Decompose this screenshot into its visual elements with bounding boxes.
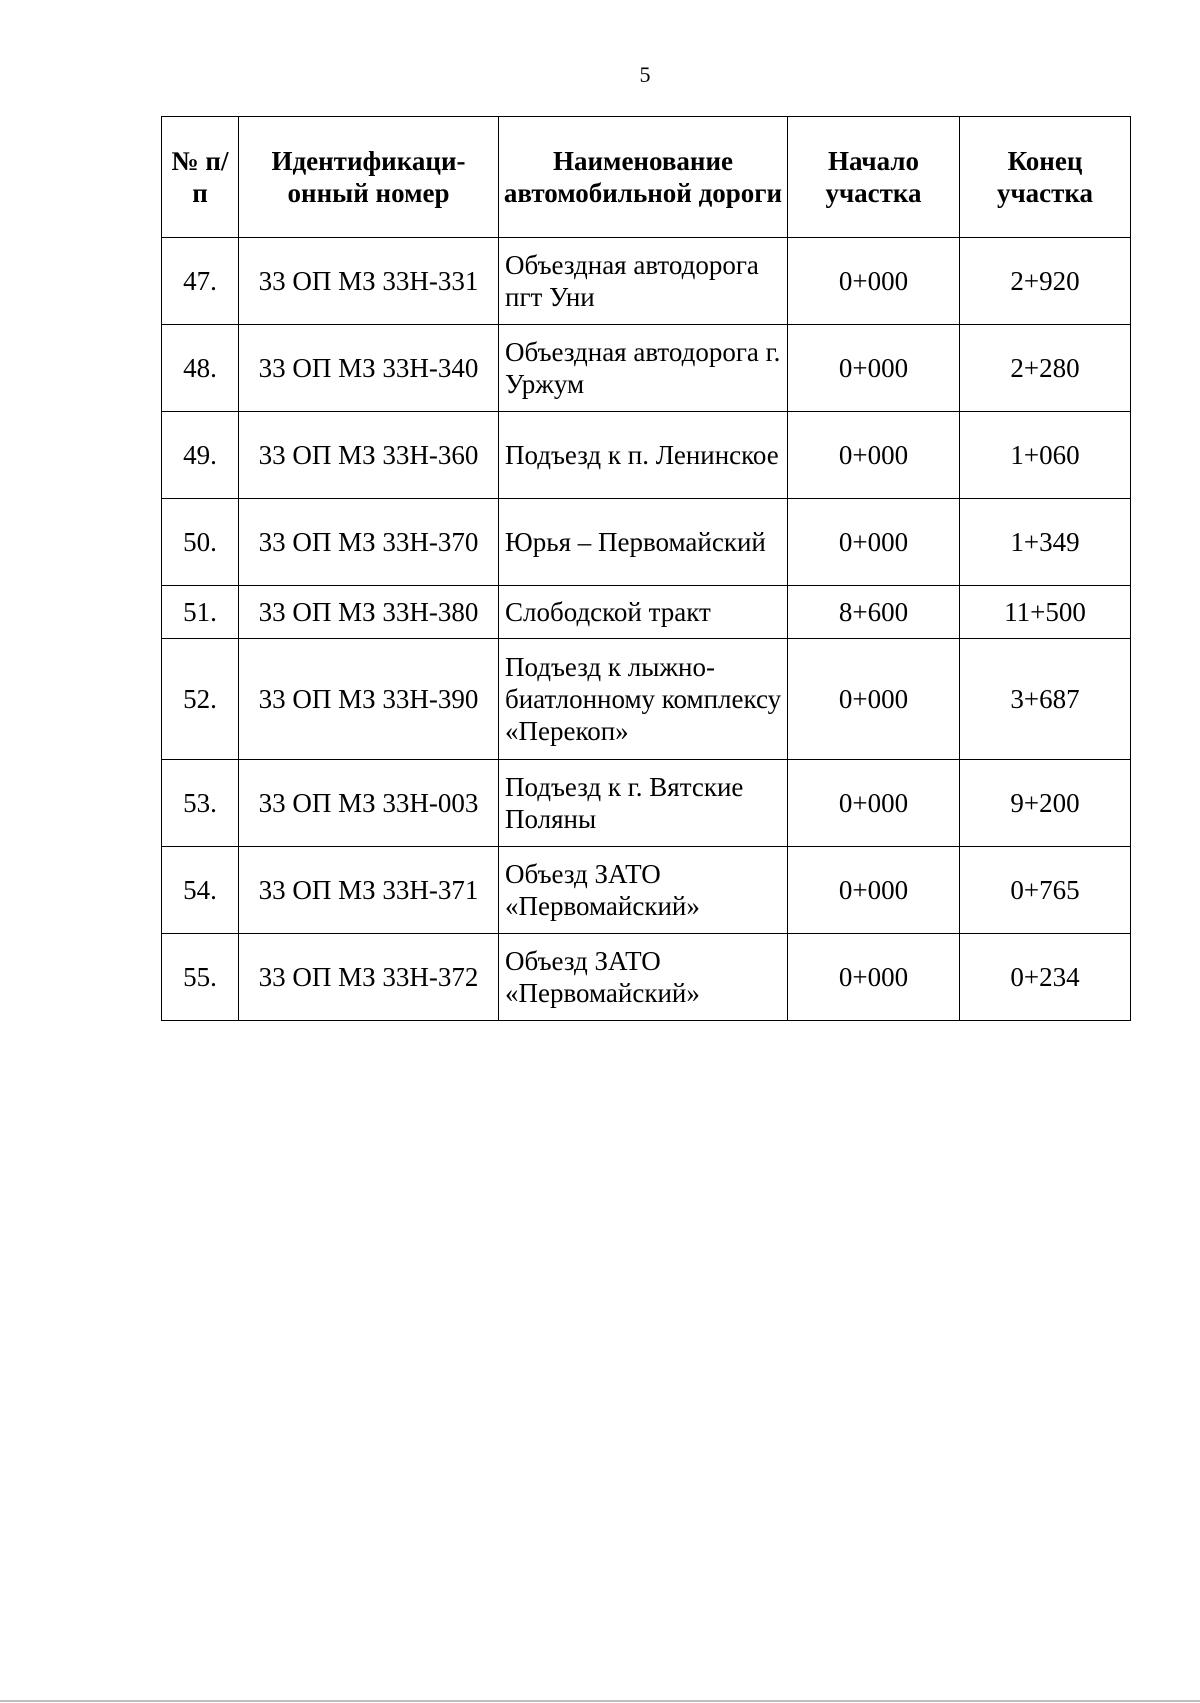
row-num: 53. [162, 760, 239, 847]
row-id: 33 ОП МЗ 33Н-372 [239, 934, 499, 1021]
header-id: Идентификаци-онный номер [239, 117, 499, 238]
row-start: 0+000 [788, 760, 960, 847]
row-start: 0+000 [788, 325, 960, 412]
table-row [162, 238, 1131, 325]
row-start: 0+000 [788, 934, 960, 1021]
row-start: 0+000 [788, 412, 960, 499]
row-id: 33 ОП МЗ 33Н-003 [239, 760, 499, 847]
row-id: 33 ОП МЗ 33Н-390 [239, 639, 499, 760]
table-row [162, 325, 1131, 412]
table-row [162, 934, 1131, 1021]
row-end: 0+234 [960, 934, 1131, 1021]
row-road-name: Подъезд к г. Вятские Поляны [499, 760, 788, 847]
table-row [162, 760, 1131, 847]
row-end: 1+349 [960, 499, 1131, 586]
table-row [162, 586, 1131, 639]
row-road-name: Слободской тракт [499, 586, 788, 639]
table-header-row [162, 117, 1131, 238]
row-end: 1+060 [960, 412, 1131, 499]
table-row [162, 847, 1131, 934]
page-number: 5 [639, 62, 651, 87]
row-road-name: Подъезд к лыжно-биатлонному комплексу «Перекоп» [499, 639, 788, 760]
row-start: 0+000 [788, 847, 960, 934]
row-id: 33 ОП МЗ 33Н-360 [239, 412, 499, 499]
row-end: 0+765 [960, 847, 1131, 934]
row-end: 11+500 [960, 586, 1131, 639]
row-end: 3+687 [960, 639, 1131, 760]
row-num: 55. [162, 934, 239, 1021]
row-num: 52. [162, 639, 239, 760]
header-end: Конец участка [960, 117, 1131, 238]
row-start: 8+600 [788, 586, 960, 639]
row-end: 2+280 [960, 325, 1131, 412]
row-id: 33 ОП МЗ 33Н-331 [239, 238, 499, 325]
row-id: 33 ОП МЗ 33Н-370 [239, 499, 499, 586]
header-start: Начало участка [788, 117, 960, 238]
row-start: 0+000 [788, 238, 960, 325]
row-num: 47. [162, 238, 239, 325]
header-num: № п/п [162, 117, 239, 238]
row-road-name: Объезд ЗАТО «Первомайский» [499, 847, 788, 934]
row-road-name: Объездная автодорога пгт Уни [499, 238, 788, 325]
header-name: Наименование автомобильной дороги [499, 117, 788, 238]
row-road-name: Объездная автодорога г. Уржум [499, 325, 788, 412]
roads-table [161, 116, 1131, 1021]
table-row [162, 499, 1131, 586]
row-road-name: Объезд ЗАТО «Первомайский» [499, 934, 788, 1021]
table-row [162, 639, 1131, 760]
row-end: 2+920 [960, 238, 1131, 325]
row-id: 33 ОП МЗ 33Н-340 [239, 325, 499, 412]
row-num: 51. [162, 586, 239, 639]
row-id: 33 ОП МЗ 33Н-380 [239, 586, 499, 639]
row-num: 49. [162, 412, 239, 499]
row-num: 54. [162, 847, 239, 934]
table-row [162, 412, 1131, 499]
row-num: 50. [162, 499, 239, 586]
row-id: 33 ОП МЗ 33Н-371 [239, 847, 499, 934]
row-num: 48. [162, 325, 239, 412]
row-start: 0+000 [788, 499, 960, 586]
row-road-name: Юрья – Первомайский [499, 499, 788, 586]
row-end: 9+200 [960, 760, 1131, 847]
row-start: 0+000 [788, 639, 960, 760]
row-road-name: Подъезд к п. Ленинское [499, 412, 788, 499]
scan-edge-divider [0, 1700, 1200, 1702]
